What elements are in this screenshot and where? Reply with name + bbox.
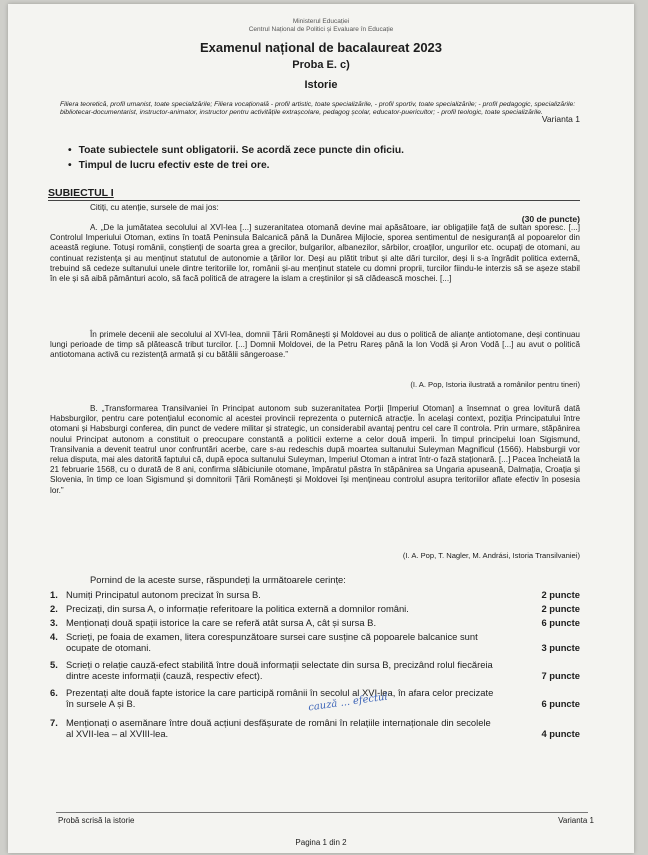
question-item <box>50 717 580 739</box>
page-number: Pagina 1 din 2 <box>295 838 347 847</box>
question-item <box>50 617 580 628</box>
question-text: Scrieți, pe foaia de examen, litera corespunzătoare sursei care susține că popoarele balcanice sunt ocupate de otomani. <box>66 631 478 654</box>
question-text: Menționați o asemănare între două acțiuni desfășurate de români în relațiile internaționale din secolele al XVII-lea – al XVIII-lea. <box>66 717 491 740</box>
question-points: 6 puncte <box>541 698 580 710</box>
question-number: 4. <box>50 631 58 642</box>
question-points: 4 puncte <box>541 728 580 740</box>
question-text: Scrieți o relație cauză-efect stabilită între două informații selectate din sursa B, precizând rolul fiecăreia dintre aceste informații (cauză, respectiv efect). <box>66 659 493 682</box>
sources-intro: Citiți, cu atenție, sursele de mai jos: <box>90 203 219 212</box>
section-points: (30 de puncte) <box>521 214 580 224</box>
task-intro: Pornind de la aceste surse, răspundeți la următoarele cerințe: <box>90 574 346 585</box>
exam-page <box>8 4 634 853</box>
footer-divider <box>56 812 588 813</box>
question-number: 2. <box>50 603 58 614</box>
probe-label: Proba E. c) <box>292 59 350 71</box>
footer-left: Probă scrisă la istorie <box>58 816 135 825</box>
question-item <box>50 603 580 614</box>
question-text: Precizați, din sursa A, o informație referitoare la politica externă a domnilor români. <box>66 603 409 614</box>
handwritten-note: cauză ... efectul <box>307 691 389 714</box>
question-points: 3 puncte <box>541 642 580 654</box>
instruction-bullet: • Timpul de lucru efectiv este de trei ore. <box>68 160 270 171</box>
ministry-line: Ministerul Educației <box>292 18 350 25</box>
question-points: 2 puncte <box>541 603 580 614</box>
variant-label: Varianta 1 <box>541 114 580 124</box>
question-text: Prezentați alte două fapte istorice la care participă românii în secolul al XVI-lea, în afara celor precizate în sursele A și B. <box>66 687 494 710</box>
question-number: 7. <box>50 717 58 728</box>
source-b-paragraph: B. „Transformarea Transilvaniei în Principat autonom sub suzeranitatea Porții [Imperiul Otoman] a însemnat o grea lovitură dată Habsburgilor, pentru care potențialul economic al acestei provincii reprezenta o puternică atracție. În acelaşi context, poziția Principatului între otomani și Habsburgi conferea, din punct de vedere militar și strategic, un considerabil avantaj pentru cel care îl controla. Prin urmare, stăpânirea noului Principat autonom a constituit o preocupare constantă a politicii externe a celor două imperii. În timpul principelui Ioan Sigismund, Transilvania a devenit teatrul unor confruntări acerbe, care s-au redeschis după moartea sultanului Suleyman Magnificul (1566). Habsburgii vor relua disputa, mai ales datorită faptului că, după epoca sultanului Suleyman, Imperiul Otoman a intrat într-o fază staționară. [...] Pacea încheiată la 21 februarie 1568, cu o durată de 8 ani, confirma slăbiciunile otomane, împăratul păstra în stăpânirea sa Ungaria apuseană, Dalmația, Croația și Slovenia, în timp ce Ioan Sigismund și domnitorii Țării Românești și Moldovei își mențineau controlul asupra teritoriilor aflate efectiv în posesia lor.” <box>50 404 580 495</box>
question-number: 3. <box>50 617 58 628</box>
question-item <box>50 659 580 681</box>
section-divider <box>48 200 580 201</box>
section-heading: SUBIECTUL I <box>48 187 114 199</box>
source-a-citation: (I. A. Pop, Istoria ilustrată a românilor pentru tineri) <box>410 380 580 389</box>
question-points: 6 puncte <box>541 617 580 628</box>
instruction-bullet: • Toate subiectele sunt obligatorii. Se acordă zece puncte din oficiu. <box>68 145 404 156</box>
question-item <box>50 589 580 600</box>
subject-label: Istorie <box>304 79 338 91</box>
question-item <box>50 631 580 653</box>
question-number: 5. <box>50 659 58 670</box>
question-number: 6. <box>50 687 58 698</box>
question-points: 2 puncte <box>541 589 580 600</box>
source-a-paragraph-2: În primele decenii ale secolului al XVI-lea, domnii Țării Românești și Moldovei au dus o politică de alianțe antiotomane, deși continuau lungi perioade de timp să plătească tribut turcilor. [...] Domnii Moldovei, de la Petru Rareș până la Ion Vodă și Aron Vodă [...] au avut o politică antiotomana activă cu rezistență armată și cu bătălii sângeroase.” <box>50 330 580 360</box>
question-number: 1. <box>50 589 58 600</box>
source-b-citation: (I. A. Pop, T. Nagler, M. Andrási, Istoria Transilvaniei) <box>402 551 580 560</box>
question-text: Menționați două spații istorice la care se referă atât sursa A, cât și sursa B. <box>66 617 377 628</box>
center-line: Centrul Național de Politici și Evaluare în Educație <box>248 26 394 33</box>
footer-right: Varianta 1 <box>558 816 594 825</box>
exam-title: Examenul național de bacalaureat 2023 <box>199 40 443 55</box>
question-points: 7 puncte <box>541 670 580 682</box>
source-a-paragraph-1: A. „De la jumătatea secolului al XVI-lea [...] suzeranitatea otomană devine mai apăsătoare, iar obligațiile față de sultan sporesc. [...] Controlul Imperiului Otoman, extins în toată Peninsula Balcanică până la Dunărea Mijlocie, sporea sentimentul de nesiguranță al popoarelor din această regiune. Totuși românii, conștienți de soarta grea a grecilor, bulgarilor, albanezilor, sârbilor, croaților, ungurilor etc. ocupați de otomani, au continuat rezistența și au menținut statutul de autonomie a țărilor lor. Deși au plătit tribut și alte dări turcilor, deși li s-a îngrădit politica externă, trebuind să cedeze sultanului unele dintre teritoriile lor, românii și-au menținut statele cu domni proprii, turcilor fiindu-le interzis să se așeze stabil în ele și să aibă pământuri acolo, să facă politică de atragere la islam a creștinilor și să clădească moschei. [...] <box>50 223 580 284</box>
filiera-text: Filiera teoretică, profil umanist, toate specializările; Filiera vocațională - profil artistic, toate specializările, - profil sportiv, toate specializările; - profil pedagogic, specializările: bibliotecar-documentarist, instructor-animator, instructor pentru activitățile extrașcolare, pedagog școlar, educator-puericultor; - profil teologic, toate specializările. <box>60 101 576 117</box>
question-text: Numiți Principatul autonom precizat în sursa B. <box>66 589 261 600</box>
